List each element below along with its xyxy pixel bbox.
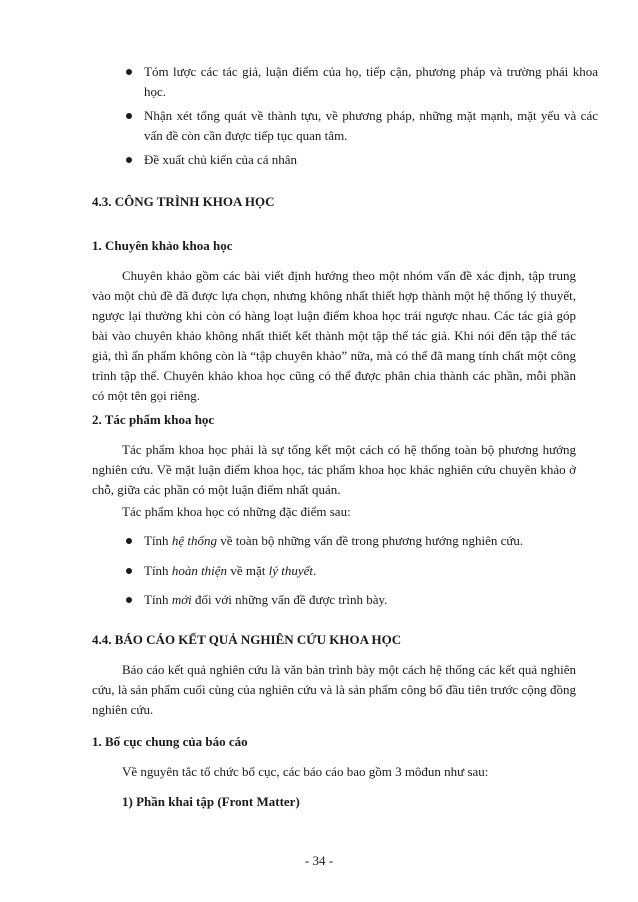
section-heading: 4.3. CÔNG TRÌNH KHOA HỌC <box>92 194 275 209</box>
bullet-dot-icon <box>126 113 132 119</box>
subsection-heading: 1. Chuyên khảo khoa học <box>92 238 233 253</box>
bullet-text: Tính <box>144 533 172 548</box>
page-number: - 34 - <box>304 853 334 868</box>
bullet-dot-icon <box>126 538 132 544</box>
bullet-item <box>122 561 598 581</box>
bullet-text: đối với những vấn đề được trình bày. <box>191 592 388 607</box>
section-heading: 4.4. BÁO CÁO KẾT QUẢ NGHIÊN CỨU KHOA HỌC <box>92 632 402 647</box>
bullet-emphasis: hoàn thiện <box>171 563 228 578</box>
bullet-text: về toàn bộ những vấn đề trong phương hướng nghiên cứu. <box>216 533 524 548</box>
paragraph: Tác phẩm khoa học phải là sự tổng kết một cách có hệ thống toàn bộ phương hướng nghiên cứu. Về mặt luận điểm khoa học, tác phẩm khoa học khác nghiên cứu chuyên khảo ở chỗ, giữa các phần có một luận điểm nhất quán. <box>92 442 576 497</box>
subsection-heading: 2. Tác phẩm khoa học <box>92 412 215 427</box>
bullet-text: Tính <box>144 563 172 578</box>
numbered-item: 1) Phần khai tập (Front Matter) <box>122 794 300 809</box>
bullet-emphasis: hệ thống <box>171 533 217 548</box>
bullet-item <box>122 106 598 146</box>
bullet-text: Tóm lược các tác giả, luận điểm của họ, tiếp cận, phương pháp và trường phái khoa học. <box>144 64 598 99</box>
bullet-dot-icon <box>126 69 132 75</box>
bullet-dot-icon <box>126 568 132 574</box>
bullet-text: về mặt <box>227 563 269 578</box>
paragraph: Tác phẩm khoa học có những đặc điểm sau: <box>122 504 351 519</box>
bullet-emphasis: mới <box>171 592 192 607</box>
bullet-dot-icon <box>126 597 132 603</box>
bullet-item <box>122 590 598 610</box>
bullet-item <box>122 62 598 102</box>
paragraph: Chuyên khảo gồm các bài viết định hướng theo một nhóm vấn đề xác định, tập trung vào một chủ đề đã được lựa chọn, nhưng không nhất thiết hợp thành một hệ thống lý thuyết, ngược lại thường khi còn có hàng loạt luận điểm khoa học trái ngược nhau. Các tác giả góp bài vào chuyên khảo không nhất thiết kết thành một tập thể tác giả. Khi nói đến tập thể tác giả, thì ấn phẩm không còn là “tập chuyên khảo” nữa, mà có thể đã mang tính chất một công trình tập thể. Chuyên khảo khoa học cũng có thể được phân chia thành các phần, mỗi phần có một tên gọi riêng. <box>92 268 576 403</box>
bullet-text: Đề xuất chủ kiến của cá nhân <box>144 152 298 167</box>
bullet-text: Tính <box>144 592 172 607</box>
bullet-text: Nhận xét tổng quát về thành tựu, về phương pháp, những mặt mạnh, mặt yếu và các vấn đề còn cần được tiếp tục quan tâm. <box>144 108 598 143</box>
bullet-dot-icon <box>126 157 132 163</box>
bullet-item <box>122 150 598 170</box>
bullet-emphasis: lý thuyết <box>268 563 313 578</box>
bullet-item <box>122 531 598 551</box>
subsection-heading: 1. Bố cục chung của báo cáo <box>92 734 248 749</box>
paragraph: Báo cáo kết quả nghiên cứu là văn bản trình bày một cách hệ thống các kết quả nghiên cứu, là sản phẩm cuối cùng của nghiên cứu và là sản phẩm công bố đầu tiên trước cộng đồng nghiên cứu. <box>92 662 576 717</box>
bullet-text: . <box>312 563 317 578</box>
paragraph: Về nguyên tắc tổ chức bố cục, các báo cáo bao gồm 3 môđun như sau: <box>122 764 489 779</box>
